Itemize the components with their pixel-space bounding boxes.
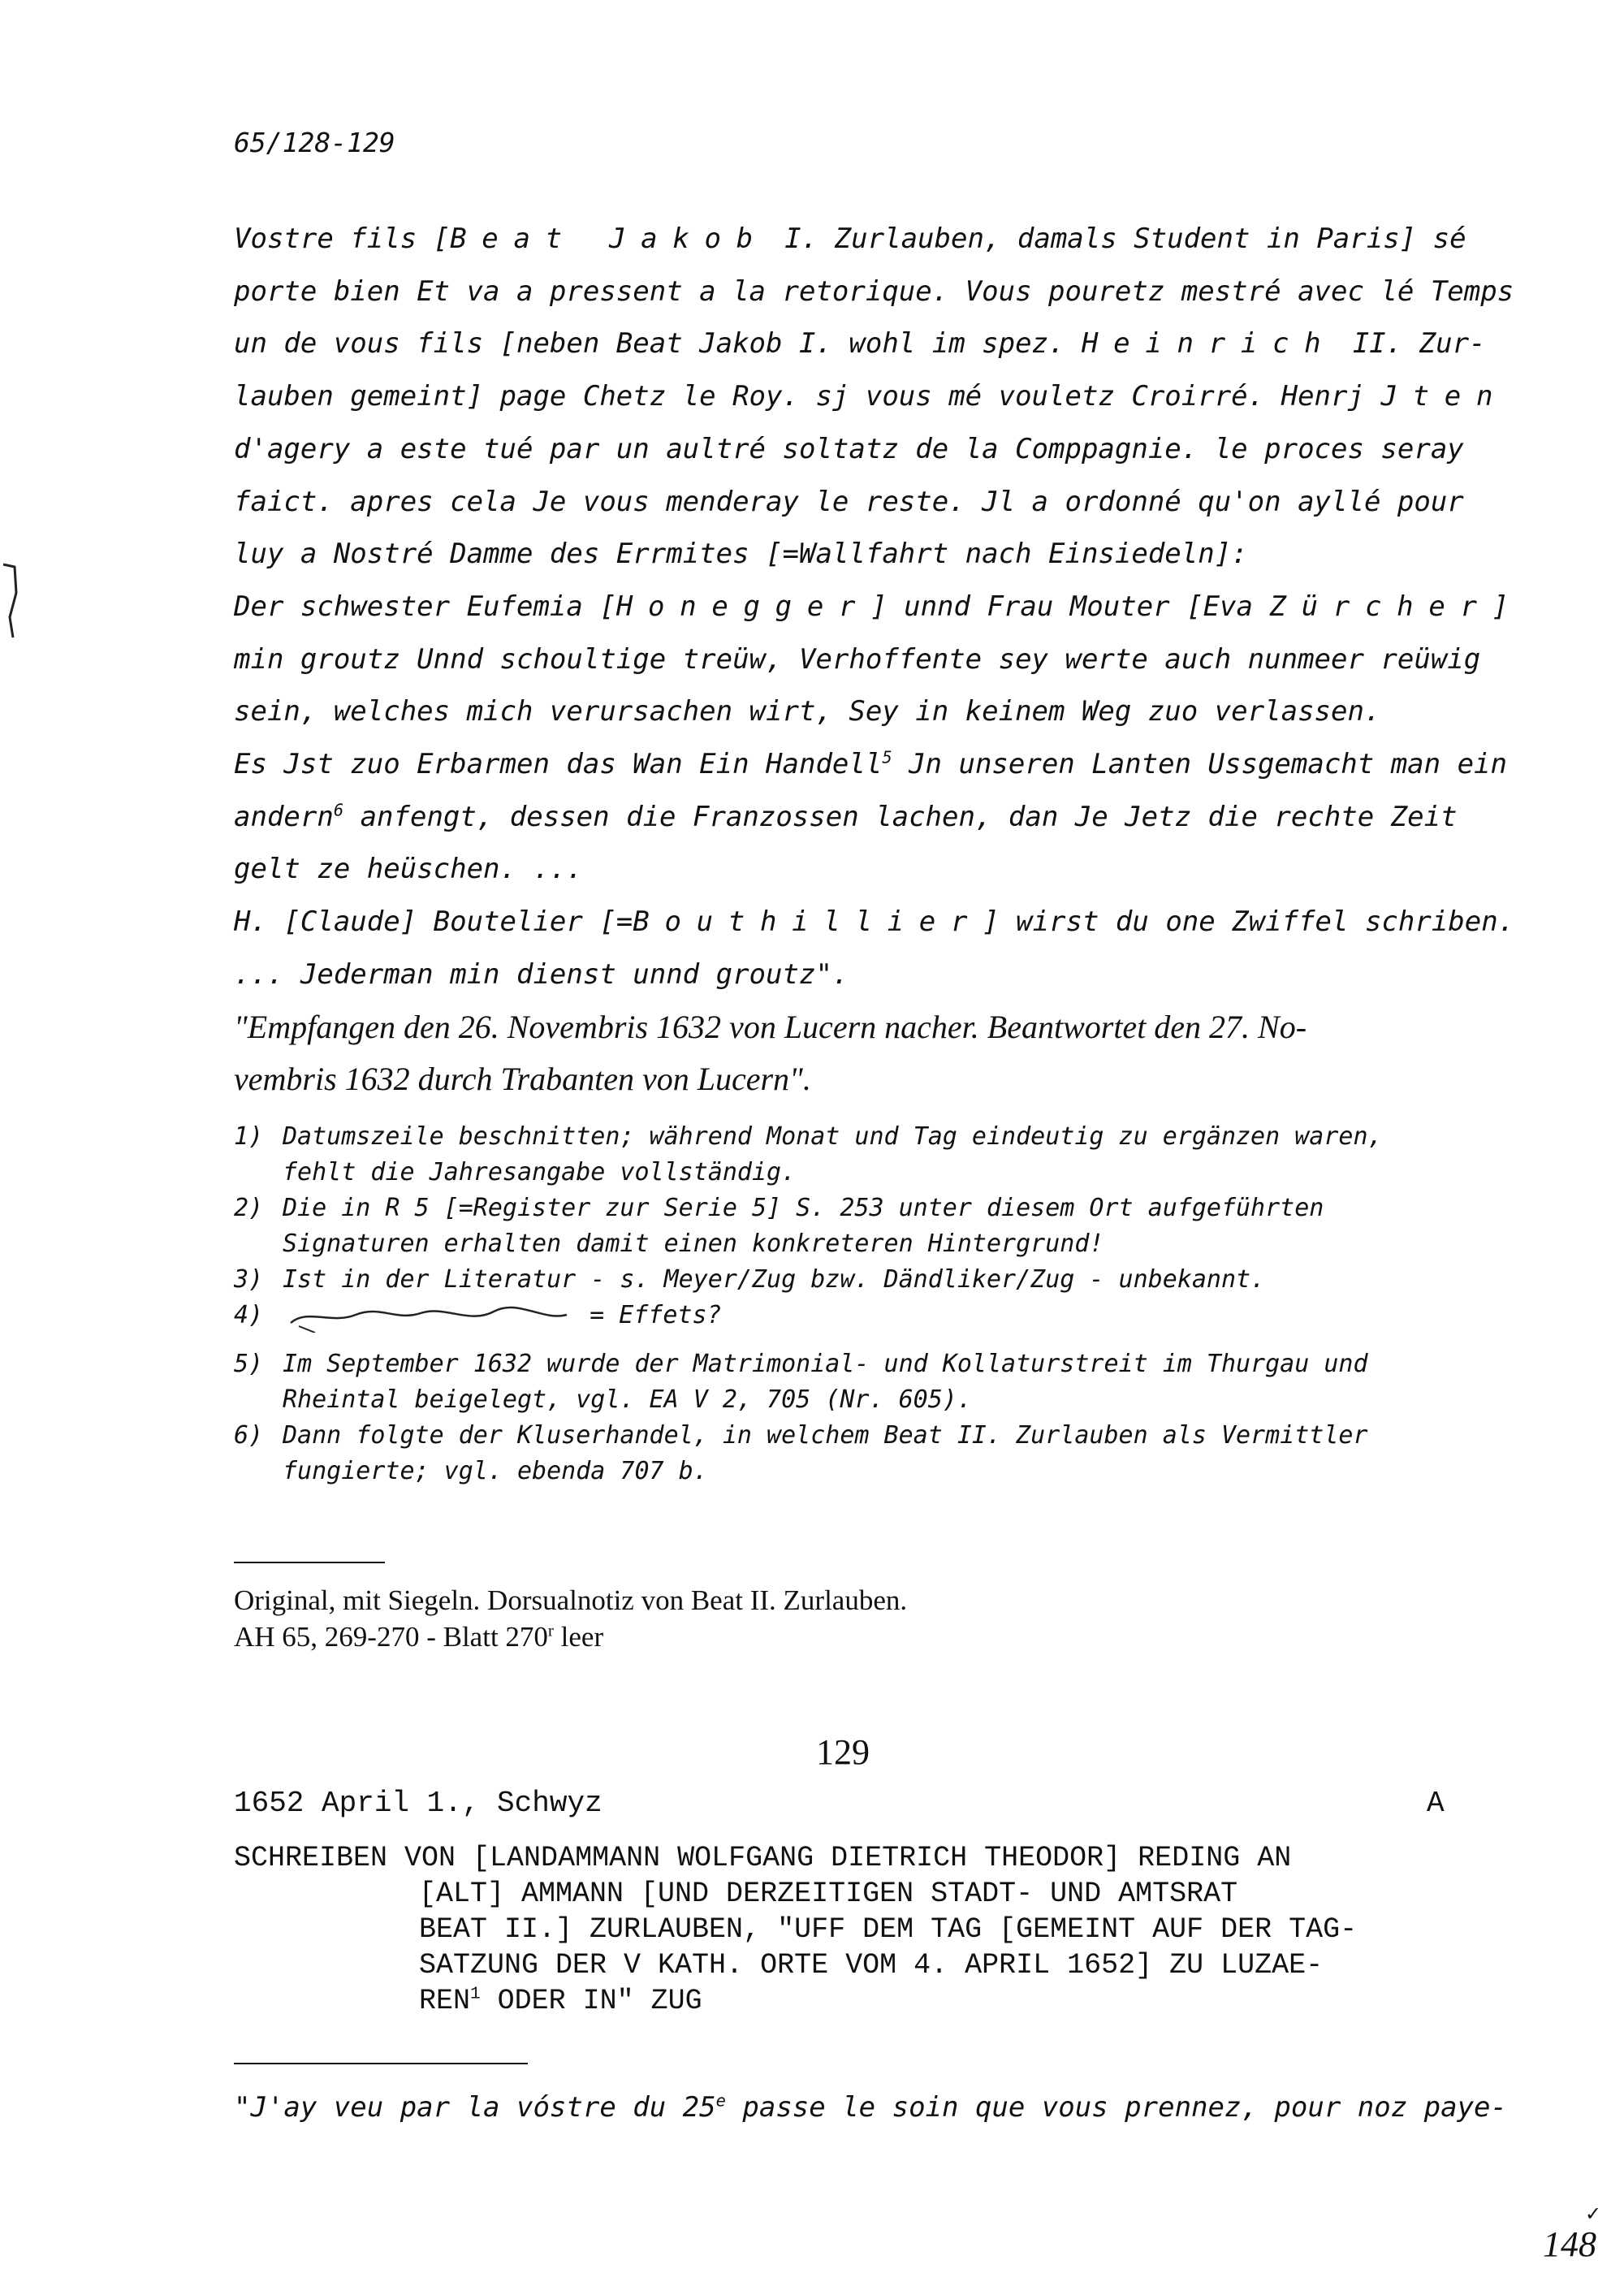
separator-rule <box>234 2063 528 2064</box>
text-line: sein, welches mich verursachen wirt, Sey in keinem Weg zuo verlassen. <box>234 695 1381 728</box>
letter-opening: "J'ay veu par la vóstre du 25e passe le soin que vous prennez, pour noz paye- <box>234 2090 1507 2124</box>
footnote-5: 5) Im September 1632 wurde der Matrimonial- und Kollaturstreit im Thurgau und Rheintal beigelegt, vgl. EA V 2, 705 (Nr. 605). <box>234 1350 1368 1414</box>
text-line: gelt ze heüschen. ... <box>234 853 583 886</box>
text-line: Vostre fils [Beat Jakob I. Zurlauben, damals Student in Paris] sé <box>234 223 1466 255</box>
text-line: porte bien Et va a pressent a la retorique. Vous pouretz mestré avec lé Temps <box>234 274 1514 308</box>
text-line: min groutz Unnd schoultige treüw, Verhoffente sey werte auch nunmeer reüwig <box>234 642 1481 676</box>
text-line: un de vous fils [neben Beat Jakob I. wohl im spez. Heinrich II. Zur- <box>234 327 1486 361</box>
dorsal-note-line: vembris 1632 durch Trabanten von Lucern". <box>234 1061 811 1098</box>
text-line: andern$^6$ anfengt, dessen die Franzossen lachen, dan Je Jetz die rechte Zeit <box>234 800 1458 833</box>
source-note: Original, mit Siegeln. Dorsualnotiz von Beat II. Zurlauben. AH 65, 269-270 - Blatt 270$^r$ leer <box>234 1584 908 1653</box>
footnote-ref: 6 <box>333 800 344 820</box>
footnote-ref: 5 <box>882 747 892 767</box>
document-date-place: 1652 April 1., Schwyz <box>234 1787 603 1820</box>
header-reference: 65/128-129 <box>234 127 395 158</box>
checkmark-icon: ✓ <box>1585 2202 1602 2225</box>
text-line: Es Jst zuo Erbarmen das Wan Ein Handell$^5$ Jn unseren Lanten Ussgemacht man ein <box>234 747 1507 781</box>
separator-rule <box>234 1562 385 1563</box>
handwritten-scribble <box>283 1300 575 1333</box>
footnote-2: 2) Die in R 5 [=Register zur Serie 5] S. 253 unter diesem Ort aufgeführten Signaturen erhalten damit einen konkreteren Hintergrund! <box>234 1194 1324 1258</box>
document-class: A <box>1427 1787 1445 1820</box>
text-line: lauben gemeint] page Chetz le Roy. sj vous mé vouletz Croirré. Henrj Jten <box>234 380 1509 413</box>
dorsal-note-line: "Empfangen den 26. Novembris 1632 von Lucern nacher. Beantwortet den 27. No- <box>234 1008 1307 1045</box>
text-line: luy a Nostré Damme des Errmites [=Wallfahrt nach Einsiedeln]: <box>234 538 1248 571</box>
text-line: Der schwester Eufemia [Honegger] unnd Frau Mouter [Eva Zürcher] <box>234 590 1510 623</box>
footnote-4: 4) = Effets? <box>234 1298 1525 1333</box>
page-number: 148 <box>1543 2224 1596 2264</box>
text-line: faict. apres cela Je vous menderay le reste. Jl a ordonné qu'on ayllé pour <box>234 485 1464 518</box>
margin-mark <box>0 560 19 642</box>
text-line: H. [Claude] Boutelier [=Bouthillier] wirst du one Zwiffel schriben. <box>234 905 1515 939</box>
document-number: 129 <box>816 1732 870 1772</box>
document-heading: SCHREIBEN VON [LANDAMMANN WOLFGANG DIETRICH THEODOR] REDING AN [ALT] AMMANN [UND DERZEITIGEN STADT- UND AMTSRAT BEAT II.] ZURLAUBEN, "UFF DEM TAG [GEMEINT AUF DER TAG- SATZUNG DER V KATH. ORTE VOM 4. APRIL 1652] ZU LUZAE- REN$^1$ ODER IN" ZUG <box>234 1842 1358 2017</box>
footnote-6: 6) Dann folgte der Kluserhandel, in welchem Beat II. Zurlauben als Vermittler fungierte; vgl. ebenda 707 b. <box>234 1421 1368 1485</box>
text-line: d'agery a este tué par un aultré soltatz de la Comppagnie. le proces seray <box>234 432 1464 465</box>
footnote-1: 1) Datumszeile beschnitten; während Monat und Tag eindeutig zu ergänzen waren, fehlt die Jahresangabe vollständig. <box>234 1122 1383 1186</box>
footnotes <box>234 1119 1525 1489</box>
footnote-3: 3) Ist in der Literatur - s. Meyer/Zug bzw. Dändliker/Zug - unbekannt. <box>234 1265 1266 1294</box>
letter-transcription <box>234 213 1515 1106</box>
text-line: ... Jederman min dienst unnd groutz". <box>234 957 849 991</box>
